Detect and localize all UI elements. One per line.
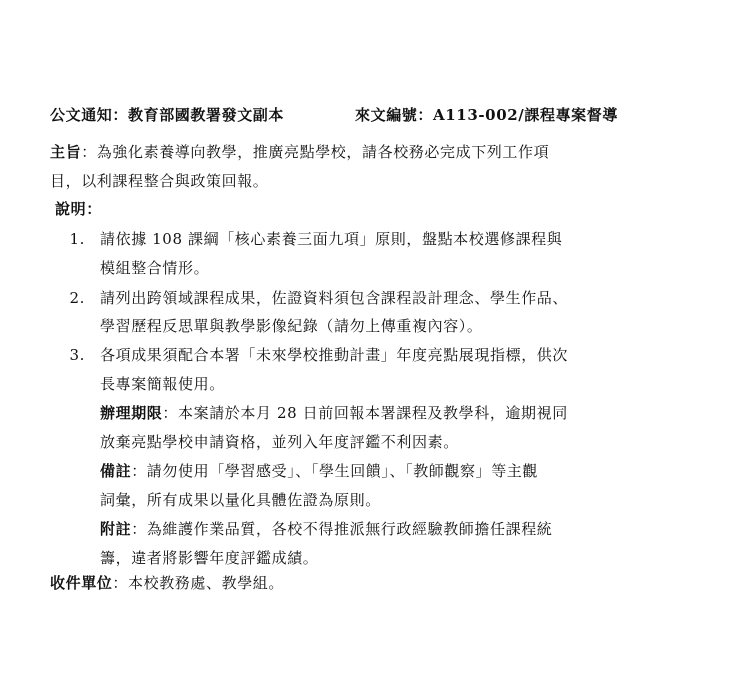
list-item-text: 請依據 108 課綱「核心素養三面九項」原則，盤點本校選修課程與 <box>100 230 563 248</box>
remark-text: ：請勿使用「學習感受」、「學生回饋」、「教師觀察」等主觀 <box>131 462 539 480</box>
list-item-number: 3. <box>69 346 85 364</box>
subject-line-2: 目，以利課程整合與政策回報。 <box>50 172 269 190</box>
deadline-label: 辦理期限 <box>100 404 163 422</box>
deadline-text-2: 放棄亮點學校申請資格，並列入年度評鑑不利因素。 <box>100 433 459 451</box>
list-item-text: 模組整合情形。 <box>100 259 210 277</box>
list-item-number: 1. <box>69 230 85 248</box>
subject-line-1 <box>50 142 549 162</box>
deadline-text: ：本案請於本月 28 日前回報本署課程及教學科，逾期視同 <box>162 404 568 422</box>
recipient-line <box>50 573 284 593</box>
subject-label: 主旨 <box>50 143 82 161</box>
list-item-text: 各項成果須配合本署「未來學校推動計畫」年度亮點展現指標，供次 <box>100 346 569 364</box>
addendum-note-line-1 <box>100 519 552 539</box>
addendum-text-2: 籌，違者將影響年度評鑑成績。 <box>100 549 319 567</box>
recipient-text: ：本校教務處、教學組。 <box>112 574 285 592</box>
remark-text-2: 詞彙，所有成果以量化具體佐證為原則。 <box>100 491 381 509</box>
addendum-label: 附註 <box>100 520 132 538</box>
list-item-text: 長專案簡報使用。 <box>100 375 225 393</box>
remark-label: 備註 <box>100 462 132 480</box>
subject-text-1: ：為強化素養導向教學，推廣亮點學校，請各校務必完成下列工作項 <box>81 143 550 161</box>
deadline-note-line-1 <box>100 403 568 423</box>
list-item-text: 請列出跨領域課程成果，佐證資料須包含課程設計理念、學生作品、 <box>100 289 569 307</box>
notice-title: 公文通知：教育部國教署發文副本 <box>50 106 285 124</box>
explanation-label: 說明： <box>55 200 102 218</box>
remark-note-line-1 <box>100 461 538 481</box>
recipient-label: 收件單位 <box>50 574 113 592</box>
addendum-text: ：為維護作業品質，各校不得推派無行政經驗教師擔任課程統 <box>131 520 553 538</box>
list-item-text: 學習歷程反思單與教學影像紀錄（請勿上傳重複內容）。 <box>100 317 483 335</box>
reference-number: 來文編號：A113-002/課程專案督導 <box>355 106 618 124</box>
list-item-number: 2. <box>69 289 85 307</box>
